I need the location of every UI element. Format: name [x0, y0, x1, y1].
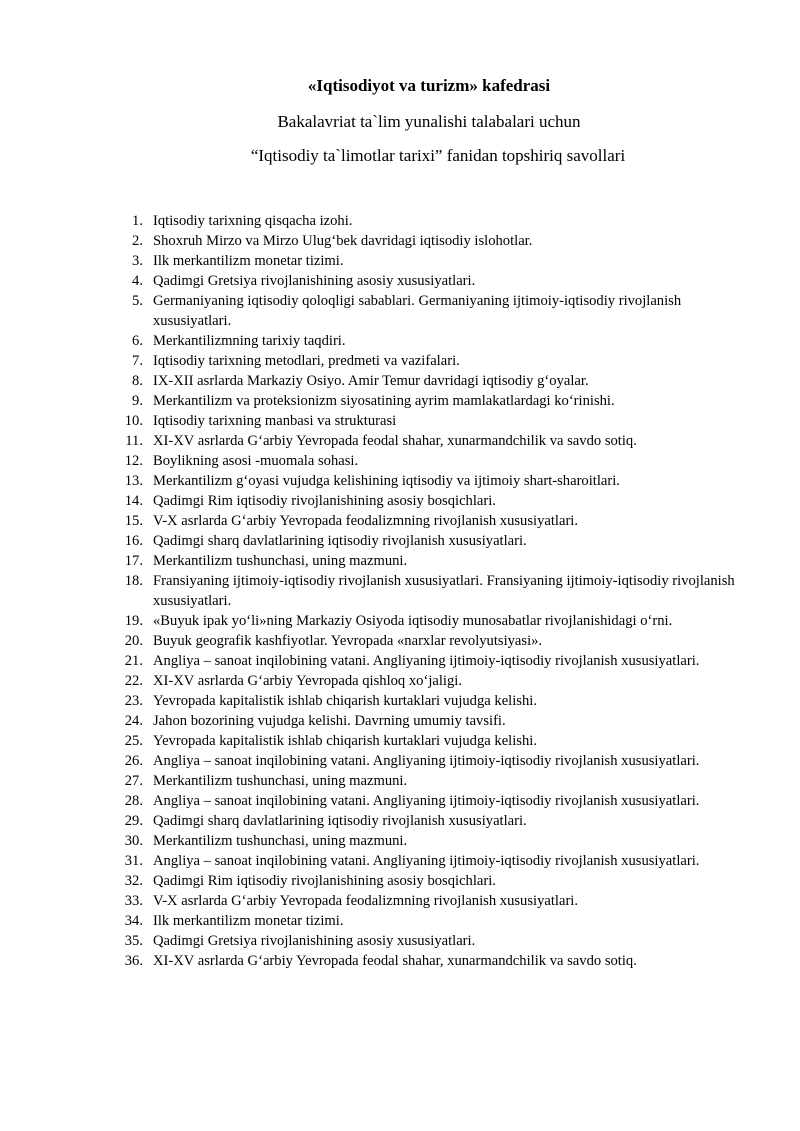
question-number: 13.: [124, 473, 143, 489]
question-text: Germaniyaning iqtisodiy qoloqligi sabablari. Germaniyaning ijtimoiy-iqtisodiy rivojlanish xususiyatlari.: [153, 293, 682, 329]
question-number: 17.: [124, 553, 143, 569]
question-item: [0, 531, 800, 551]
question-number: 21.: [124, 653, 143, 669]
question-item: [0, 771, 800, 791]
question-text: Boylikning asosi -muomala sohasi.: [153, 453, 359, 469]
question-item: [0, 371, 800, 391]
question-number: 32.: [124, 873, 143, 889]
question-number: 2.: [132, 233, 143, 249]
question-item: [0, 511, 800, 531]
question-number: 22.: [124, 673, 143, 689]
question-text: Iqtisodiy tarixning manbasi va strukturasi: [153, 413, 397, 429]
question-text: Buyuk geografik kashfiyotlar. Yevropada «narxlar revolyutsiyasi».: [153, 633, 543, 649]
question-number: 18.: [124, 573, 143, 589]
question-item: [0, 451, 800, 471]
question-item: [0, 931, 800, 951]
question-item: [0, 951, 800, 971]
question-text: Ilk merkantilizm monetar tizimi.: [153, 913, 344, 929]
question-number: 16.: [124, 533, 143, 549]
question-text: Qadimgi Gretsiya rivojlanishining asosiy xususiyatlari.: [153, 273, 476, 289]
question-item: [0, 431, 800, 451]
question-number: 35.: [124, 933, 143, 949]
question-text: Jahon bozorining vujudga kelishi. Davrning umumiy tavsifi.: [153, 713, 506, 729]
question-item: [0, 571, 800, 611]
question-text: Shoxruh Mirzo va Mirzo Ulug‘bek davridagi iqtisodiy islohotlar.: [153, 233, 533, 249]
question-text: Angliya – sanoat inqilobining vatani. Angliyaning ijtimoiy-iqtisodiy rivojlanish xususiyatlari.: [153, 753, 700, 769]
question-text: Merkantilizm tushunchasi, uning mazmuni.: [153, 773, 408, 789]
question-item: [0, 211, 800, 231]
question-item: [0, 391, 800, 411]
question-text: Iqtisodiy tarixning metodlari, predmeti va vazifalari.: [153, 353, 460, 369]
question-number: 33.: [124, 893, 143, 909]
question-text: Qadimgi Rim iqtisodiy rivojlanishining asosiy bosqichlari.: [153, 873, 496, 889]
question-text: Merkantilizm g‘oyasi vujudga kelishining iqtisodiy va ijtimoiy shart-sharoitlari.: [153, 473, 620, 489]
question-number: 9.: [132, 393, 143, 409]
question-item: [0, 811, 800, 831]
question-list: [0, 211, 800, 971]
question-number: 27.: [124, 773, 143, 789]
question-number: 1.: [132, 213, 143, 229]
question-item: [0, 731, 800, 751]
question-item: [0, 671, 800, 691]
question-item: [0, 911, 800, 931]
question-text: Yevropada kapitalistik ishlab chiqarish kurtaklari vujudga kelishi.: [153, 733, 537, 749]
question-number: 19.: [124, 613, 143, 629]
question-text: «Buyuk ipak yo‘li»ning Markaziy Osiyoda iqtisodiy munosabatlar rivojlanishidagi o‘rni.: [153, 613, 673, 629]
question-text: IX-XII asrlarda Markaziy Osiyo. Amir Temur davridagi iqtisodiy g‘oyalar.: [153, 373, 589, 389]
question-text: Yevropada kapitalistik ishlab chiqarish kurtaklari vujudga kelishi.: [153, 693, 537, 709]
question-text: Angliya – sanoat inqilobining vatani. Angliyaning ijtimoiy-iqtisodiy rivojlanish xususiyatlari.: [153, 853, 700, 869]
subject-heading: “Iqtisodiy ta`limotlar tarixi” fanidan topshiriq savollari: [250, 146, 626, 165]
question-text: Qadimgi sharq davlatlarining iqtisodiy rivojlanish xususiyatlari.: [153, 813, 527, 829]
question-item: [0, 791, 800, 811]
question-item: [0, 491, 800, 511]
question-number: 4.: [132, 273, 143, 289]
question-text: Iqtisodiy tarixning qisqacha izohi.: [153, 213, 353, 229]
question-item: [0, 231, 800, 251]
question-number: 23.: [124, 693, 143, 709]
question-text: XI-XV asrlarda G‘arbiy Yevropada feodal shahar, xunarmandchilik va savdo sotiq.: [153, 953, 637, 969]
question-number: 36.: [124, 953, 143, 969]
program-subtitle: Bakalavriat ta`lim yunalishi talabalari uchun: [277, 112, 581, 131]
question-item: [0, 711, 800, 731]
question-number: 3.: [132, 253, 143, 269]
question-text: V-X asrlarda G‘arbiy Yevropada feodalizmning rivojlanish xususiyatlari.: [153, 513, 579, 529]
question-item: [0, 411, 800, 431]
question-number: 30.: [124, 833, 143, 849]
question-number: 34.: [124, 913, 143, 929]
question-number: 7.: [132, 353, 143, 369]
question-number: 31.: [124, 853, 143, 869]
question-text: V-X asrlarda G‘arbiy Yevropada feodalizmning rivojlanish xususiyatlari.: [153, 893, 579, 909]
question-number: 24.: [124, 713, 143, 729]
question-number: 20.: [124, 633, 143, 649]
question-item: [0, 691, 800, 711]
question-item: [0, 271, 800, 291]
question-item: [0, 291, 800, 331]
question-number: 25.: [124, 733, 143, 749]
question-text: XI-XV asrlarda G‘arbiy Yevropada qishloq xo‘jaligi.: [153, 673, 462, 689]
question-item: [0, 551, 800, 571]
question-item: [0, 891, 800, 911]
question-number: 26.: [124, 753, 143, 769]
question-text: Merkantilizm tushunchasi, uning mazmuni.: [153, 833, 408, 849]
question-text: Qadimgi Gretsiya rivojlanishining asosiy xususiyatlari.: [153, 933, 476, 949]
question-item: [0, 611, 800, 631]
question-text: Qadimgi Rim iqtisodiy rivojlanishining asosiy bosqichlari.: [153, 493, 496, 509]
question-item: [0, 251, 800, 271]
question-item: [0, 631, 800, 651]
question-number: 12.: [124, 453, 143, 469]
question-item: [0, 471, 800, 491]
question-number: 6.: [132, 333, 143, 349]
question-number: 15.: [124, 513, 143, 529]
question-text: Angliya – sanoat inqilobining vatani. Angliyaning ijtimoiy-iqtisodiy rivojlanish xususiyatlari.: [153, 653, 700, 669]
question-item: [0, 851, 800, 871]
question-item: [0, 871, 800, 891]
question-text: XI-XV asrlarda G‘arbiy Yevropada feodal shahar, xunarmandchilik va savdo sotiq.: [153, 433, 637, 449]
question-text: Angliya – sanoat inqilobining vatani. Angliyaning ijtimoiy-iqtisodiy rivojlanish xususiyatlari.: [153, 793, 700, 809]
department-title: «Iqtisodiyot va turizm» kafedrasi: [307, 76, 551, 95]
question-item: [0, 831, 800, 851]
question-text: Merkantilizmning tarixiy taqdiri.: [153, 333, 346, 349]
question-text: Merkantilizm tushunchasi, uning mazmuni.: [153, 553, 408, 569]
question-number: 8.: [132, 373, 143, 389]
question-item: [0, 751, 800, 771]
question-text: Qadimgi sharq davlatlarining iqtisodiy rivojlanish xususiyatlari.: [153, 533, 527, 549]
question-item: [0, 331, 800, 351]
question-number: 5.: [132, 293, 143, 309]
question-number: 29.: [124, 813, 143, 829]
question-number: 11.: [125, 433, 143, 449]
question-text: Fransiyaning ijtimoiy-iqtisodiy rivojlanish xususiyatlari. Fransiyaning ijtimoiy-iqtisodiy rivojlanish xususiyatlari.: [153, 573, 735, 609]
question-text: Ilk merkantilizm monetar tizimi.: [153, 253, 344, 269]
question-number: 28.: [124, 793, 143, 809]
question-number: 14.: [124, 493, 143, 509]
question-number: 10.: [124, 413, 143, 429]
question-text: Merkantilizm va proteksionizm siyosatining ayrim mamlakatlardagi ko‘rinishi.: [153, 393, 615, 409]
question-item: [0, 351, 800, 371]
question-item: [0, 651, 800, 671]
